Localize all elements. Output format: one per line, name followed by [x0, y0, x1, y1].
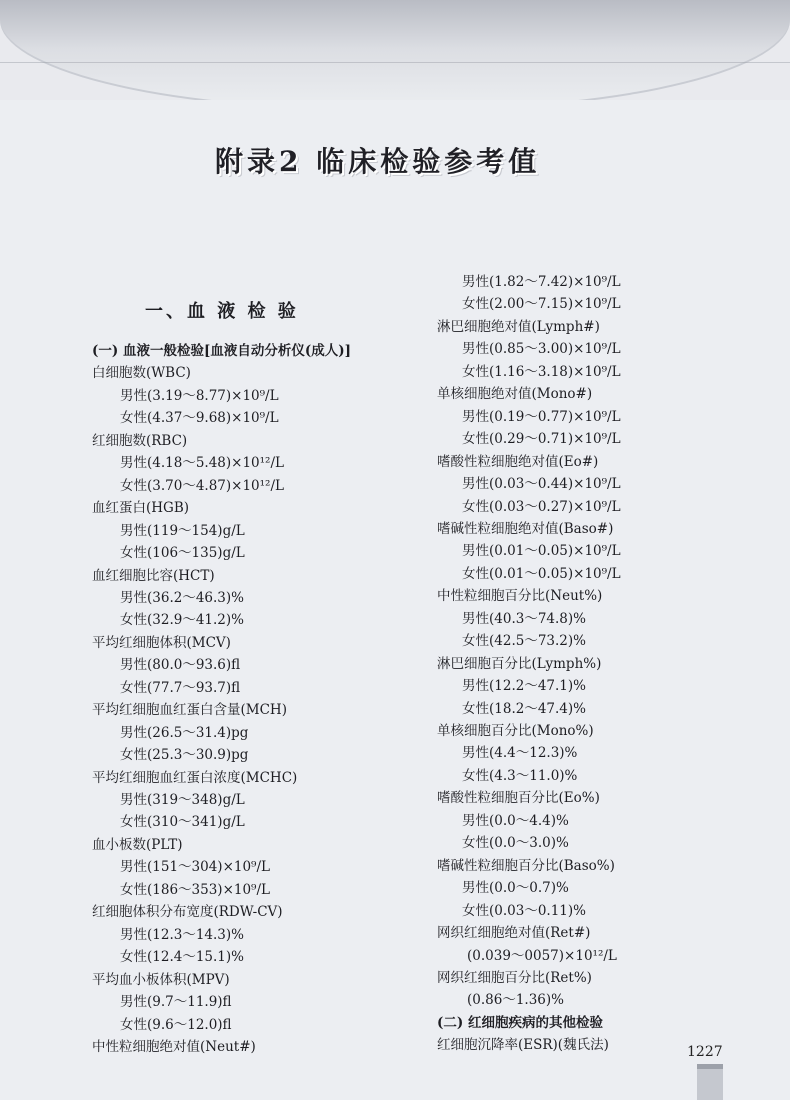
reference-range: 男性(1.82～7.42)×10⁹/L: [462, 274, 621, 290]
reference-range: 男性(4.4～12.3)%: [462, 745, 578, 762]
reference-range: 女性(0.01～0.05)×10⁹/L: [462, 565, 621, 582]
reference-range: 女性(4.37～9.68)×10⁹/L: [120, 410, 279, 427]
header-rule: [0, 62, 790, 63]
reference-range: 男性(0.0～0.7)%: [462, 880, 569, 897]
reference-range: (0.86～1.36)%: [467, 992, 564, 1009]
reference-range: 男性(36.2～46.3)%: [120, 589, 244, 606]
page-background: [0, 100, 790, 1100]
test-item-label: 中性粒细胞百分比(Neut%): [437, 588, 603, 605]
reference-range: 女性(0.29～0.71)×10⁹/L: [462, 431, 621, 448]
test-item-label: 嗜酸性粒细胞百分比(Eo%): [437, 790, 600, 807]
test-item-label: 血小板数(PLT): [92, 836, 183, 853]
reference-range: 女性(18.2～47.4)%: [462, 700, 586, 717]
reference-range: 男性(0.0～4.4)%: [462, 812, 569, 829]
test-item-label: 网织红细胞百分比(Ret%): [437, 969, 592, 986]
reference-range: 女性(106～135)g/L: [120, 545, 245, 562]
reference-range: 男性(0.01～0.05)×10⁹/L: [462, 543, 621, 560]
test-item-label: 嗜碱性粒细胞绝对值(Baso#): [437, 520, 614, 537]
test-item-label: 中性粒细胞绝对值(Neut#): [92, 1038, 256, 1055]
test-item-label: 嗜碱性粒细胞百分比(Baso%): [437, 857, 615, 874]
reference-range: 女性(0.0～3.0)%: [462, 835, 569, 852]
test-item-label: 血红细胞比容(HCT): [92, 567, 215, 584]
reference-range: 女性(25.3～30.9)pg: [120, 747, 249, 764]
test-item-label: 平均血小板体积(MPV): [92, 971, 230, 988]
page-header-band: [0, 0, 790, 110]
page-edge-tab: [697, 1064, 723, 1100]
test-item-label: 淋巴细胞绝对值(Lymph#): [437, 318, 600, 335]
reference-range: 男性(12.2～47.1)%: [462, 678, 586, 695]
test-item-label: 单核细胞绝对值(Mono#): [437, 386, 593, 403]
reference-range: 女性(77.7～93.7)fl: [120, 679, 241, 696]
test-item-label: 平均红细胞血红蛋白浓度(MCHC): [92, 769, 298, 786]
reference-range: 女性(186～353)×10⁹/L: [120, 881, 270, 898]
reference-range: 女性(0.03～0.27)×10⁹/L: [462, 498, 621, 515]
section-heading: 一、血 液 检 验: [145, 301, 299, 322]
reference-range: 女性(12.4～15.1)%: [120, 949, 244, 966]
reference-range: 女性(1.16～3.18)×10⁹/L: [462, 363, 621, 380]
page-number: 1227: [687, 1044, 723, 1060]
subsection-heading: (二) 红细胞疾病的其他检验: [437, 1014, 603, 1031]
reference-range: 女性(3.70～4.87)×10¹²/L: [120, 477, 284, 494]
reference-range: 男性(4.18～5.48)×10¹²/L: [120, 455, 284, 472]
subsection-heading: (一) 血液一般检验[血液自动分析仪(成人)]: [92, 343, 352, 359]
reference-range: (0.039～0057)×10¹²/L: [467, 947, 617, 964]
reference-range: 男性(26.5～31.4)pg: [120, 724, 249, 741]
reference-range: 男性(319～348)g/L: [120, 792, 245, 808]
test-item-label: 白细胞数(WBC): [92, 365, 191, 382]
reference-range: 女性(42.5～73.2)%: [462, 633, 586, 650]
reference-range: 男性(0.19～0.77)×10⁹/L: [462, 408, 621, 425]
test-item-label: 淋巴细胞百分比(Lymph%): [437, 655, 602, 672]
test-item-label: 平均红细胞体积(MCV): [92, 634, 231, 651]
reference-range: 男性(119～154)g/L: [120, 522, 245, 539]
test-item-label: 红细胞数(RBC): [92, 432, 188, 449]
test-item-label: 嗜酸性粒细胞绝对值(Eo#): [437, 453, 599, 470]
test-item-label: 平均红细胞血红蛋白含量(MCH): [92, 702, 287, 719]
reference-range: 女性(32.9～41.2)%: [120, 612, 244, 629]
reference-range: 男性(151～304)×10⁹/L: [120, 859, 270, 876]
page-title: 附录2 临床检验参考值: [215, 145, 541, 178]
reference-range: 女性(4.3～11.0)%: [462, 767, 578, 784]
reference-range: 女性(0.03～0.11)%: [462, 902, 586, 919]
reference-range: 男性(80.0～93.6)fl: [120, 657, 241, 674]
test-item-label: 红细胞沉降率(ESR)(魏氏法): [437, 1037, 609, 1054]
reference-range: 男性(9.7～11.9)fl: [120, 994, 232, 1011]
reference-range: 女性(310～341)g/L: [120, 814, 245, 831]
reference-range: 男性(0.85～3.00)×10⁹/L: [462, 341, 621, 358]
page-edge-tab-shade: [697, 1064, 723, 1069]
reference-range: 女性(2.00～7.15)×10⁹/L: [462, 296, 621, 313]
reference-range: 男性(40.3～74.8)%: [462, 610, 586, 627]
reference-range: 男性(12.3～14.3)%: [120, 926, 244, 943]
test-item-label: 网织红细胞绝对值(Ret#): [437, 925, 591, 942]
reference-range: 男性(3.19～8.77)×10⁹/L: [120, 387, 279, 404]
test-item-label: 红细胞体积分布宽度(RDW-CV): [92, 904, 283, 921]
test-item-label: 血红蛋白(HGB): [92, 500, 190, 517]
reference-range: 女性(9.6～12.0)fl: [120, 1016, 232, 1033]
reference-range: 男性(0.03～0.44)×10⁹/L: [462, 476, 621, 493]
test-item-label: 单核细胞百分比(Mono%): [437, 723, 594, 739]
